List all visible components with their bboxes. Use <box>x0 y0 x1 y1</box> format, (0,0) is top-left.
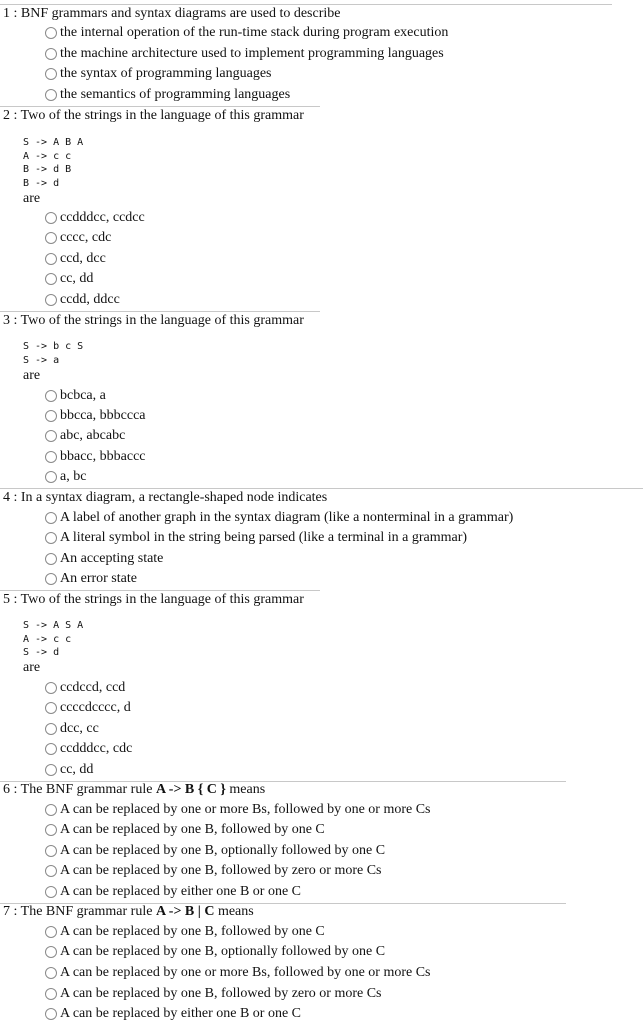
radio-button[interactable] <box>45 702 57 714</box>
question-separator: : <box>10 6 21 21</box>
radio-button[interactable] <box>45 988 57 1000</box>
radio-button[interactable] <box>45 865 57 877</box>
answer-option[interactable] <box>45 45 444 63</box>
answer-option[interactable] <box>45 699 131 717</box>
question-title <box>3 312 304 330</box>
answer-option[interactable] <box>45 570 137 588</box>
answer-option-label: bbcca, bbbccca <box>60 408 146 423</box>
answer-option-label: bbacc, bbbaccc <box>60 449 146 464</box>
answer-option-label: the machine architecture used to implement programming languages <box>60 46 444 61</box>
grammar-rule: S -> a <box>23 354 60 366</box>
answer-option[interactable] <box>45 985 382 1003</box>
grammar-block <box>23 340 83 367</box>
question-rule: A -> B { C } <box>155 782 226 797</box>
answer-option-label: ccd, dcc <box>60 251 106 266</box>
answer-option[interactable] <box>45 468 86 486</box>
answer-option-label: A can be replaced by either one B or one C <box>60 1006 302 1021</box>
answer-option[interactable] <box>45 24 448 42</box>
radio-button[interactable] <box>45 410 57 422</box>
question-prefix: Two of the strings in the language of this grammar <box>20 313 304 328</box>
answer-option[interactable] <box>45 923 325 941</box>
answer-option[interactable] <box>45 943 385 961</box>
question-prefix: Two of the strings in the language of this grammar <box>20 592 304 607</box>
grammar-rule: S -> d <box>23 647 60 658</box>
answer-option[interactable] <box>45 209 145 227</box>
answer-option-label: An accepting state <box>60 551 164 566</box>
question-rule: A -> B | C <box>155 904 215 919</box>
answer-option[interactable] <box>45 509 513 527</box>
radio-button[interactable] <box>45 294 57 306</box>
answer-option[interactable] <box>45 679 125 697</box>
answer-option[interactable] <box>45 1005 301 1023</box>
answer-option-label: A can be replaced by one B, optionally followed by one C <box>60 843 386 858</box>
radio-button[interactable] <box>45 946 57 958</box>
question-number: 2 <box>3 108 10 123</box>
answer-option-label: bcbca, a <box>60 388 106 403</box>
answer-option-label: the semantics of programming languages <box>60 87 291 102</box>
radio-button[interactable] <box>45 532 57 544</box>
grammar-block <box>23 619 83 660</box>
answer-option-label: ccccdcccc, d <box>60 700 131 715</box>
question-title <box>3 5 340 23</box>
radio-button[interactable] <box>45 512 57 524</box>
grammar-rule: S -> b c S <box>23 341 84 352</box>
question-prefix: In a syntax diagram, a rectangle-shaped node indicates <box>20 490 328 505</box>
answer-option[interactable] <box>45 862 382 880</box>
radio-button[interactable] <box>45 390 57 402</box>
answer-option[interactable] <box>45 964 431 982</box>
question-separator: : <box>10 904 21 919</box>
are-label: are <box>23 368 41 383</box>
question-suffix: means <box>214 904 254 919</box>
radio-button[interactable] <box>45 682 57 694</box>
answer-option-label: ccdddcc, cdc <box>60 741 133 756</box>
question-number: 4 <box>3 490 10 505</box>
radio-button[interactable] <box>45 824 57 836</box>
answer-option[interactable] <box>45 720 99 738</box>
question-prefix: The BNF grammar rule <box>20 904 156 919</box>
radio-button[interactable] <box>45 48 57 60</box>
question-number: 1 <box>3 6 10 21</box>
radio-button[interactable] <box>45 804 57 816</box>
radio-button[interactable] <box>45 967 57 979</box>
answer-option[interactable] <box>45 550 163 568</box>
answer-option-label: A label of another graph in the syntax diagram (like a nonterminal in a grammar) <box>60 510 514 525</box>
answer-option[interactable] <box>45 427 125 445</box>
answer-option-label: ccdddcc, ccdcc <box>60 210 145 225</box>
question-title <box>3 489 327 507</box>
radio-button[interactable] <box>45 471 57 483</box>
question-number: 6 <box>3 782 10 797</box>
grammar-rule: B -> d <box>23 177 60 189</box>
question-prefix: BNF grammars and syntax diagrams are used to describe <box>20 6 341 21</box>
answer-option-label: A can be replaced by one B, followed by one C <box>60 924 325 939</box>
answer-option[interactable] <box>45 270 93 288</box>
answer-option-label: A literal symbol in the string being parsed (like a terminal in a grammar) <box>60 530 468 545</box>
question-number: 3 <box>3 313 10 328</box>
answer-option[interactable] <box>45 291 120 309</box>
question-separator: : <box>10 108 21 123</box>
answer-option[interactable] <box>45 842 385 860</box>
radio-button[interactable] <box>45 723 57 735</box>
radio-button[interactable] <box>45 253 57 265</box>
question-title <box>3 903 254 921</box>
radio-button[interactable] <box>45 764 57 776</box>
question-separator: : <box>10 313 21 328</box>
radio-button[interactable] <box>45 430 57 442</box>
grammar-rule: A -> c c <box>23 633 72 645</box>
radio-button[interactable] <box>45 573 57 585</box>
answer-option[interactable] <box>45 250 106 268</box>
are-label: are <box>23 660 41 675</box>
question-prefix: The BNF grammar rule <box>20 782 156 797</box>
grammar-rule: A -> c c <box>23 150 72 162</box>
radio-button[interactable] <box>45 89 57 101</box>
answer-option-label: ccdd, ddcc <box>60 292 120 307</box>
answer-option-label: the syntax of programming languages <box>60 66 272 81</box>
radio-button[interactable] <box>45 553 57 565</box>
answer-option[interactable] <box>45 883 301 901</box>
question-number: 5 <box>3 592 10 607</box>
radio-button[interactable] <box>45 845 57 857</box>
answer-option[interactable] <box>45 448 146 466</box>
answer-option-label: cc, dd <box>60 762 94 777</box>
question-title <box>3 591 304 609</box>
question-title <box>3 107 304 125</box>
are-label: are <box>23 191 41 206</box>
answer-option-label: A can be replaced by one B, followed by one C <box>60 822 325 837</box>
answer-option-label: the internal operation of the run-time stack during program execution <box>60 25 449 40</box>
answer-option[interactable] <box>45 229 111 247</box>
answer-option[interactable] <box>45 86 290 104</box>
answer-option-label: A can be replaced by one B, followed by zero or more Cs <box>60 863 382 878</box>
radio-button[interactable] <box>45 743 57 755</box>
radio-button[interactable] <box>45 451 57 463</box>
question-separator: : <box>10 490 21 505</box>
radio-button[interactable] <box>45 1008 57 1020</box>
answer-option[interactable] <box>45 761 93 779</box>
grammar-rule: B -> d B <box>23 164 72 175</box>
question-number: 7 <box>3 904 10 919</box>
radio-button[interactable] <box>45 232 57 244</box>
answer-option-label: A can be replaced by one or more Bs, followed by one or more Cs <box>60 965 431 980</box>
question-title <box>3 781 265 799</box>
answer-option[interactable] <box>45 821 325 839</box>
answer-option-label: a, bc <box>60 469 87 484</box>
grammar-rule: S -> A B A <box>23 137 84 148</box>
radio-button[interactable] <box>45 886 57 898</box>
radio-button[interactable] <box>45 926 57 938</box>
answer-option[interactable] <box>45 740 132 758</box>
answer-option-label: A can be replaced by one or more Bs, followed by one or more Cs <box>60 802 431 817</box>
answer-option[interactable] <box>45 801 431 819</box>
answer-option-label: A can be replaced by either one B or one C <box>60 884 302 899</box>
answer-option-label: ccdccd, ccd <box>60 680 126 695</box>
question-prefix: Two of the strings in the language of this grammar <box>20 108 304 123</box>
question-suffix: means <box>225 782 266 797</box>
answer-option[interactable] <box>45 407 146 425</box>
answer-option[interactable] <box>45 529 467 547</box>
answer-option-label: cccc, cdc <box>60 230 112 245</box>
radio-button[interactable] <box>45 68 57 80</box>
answer-option[interactable] <box>45 387 106 405</box>
radio-button[interactable] <box>45 27 57 39</box>
grammar-block <box>23 136 83 190</box>
radio-button[interactable] <box>45 212 57 224</box>
answer-option-label: A can be replaced by one B, followed by zero or more Cs <box>60 986 382 1001</box>
answer-option-label: cc, dd <box>60 271 94 286</box>
answer-option-label: dcc, cc <box>60 721 99 736</box>
radio-button[interactable] <box>45 273 57 285</box>
answer-option[interactable] <box>45 65 272 83</box>
question-separator: : <box>10 592 21 607</box>
answer-option-label: A can be replaced by one B, optionally followed by one C <box>60 944 386 959</box>
question-separator: : <box>10 782 21 797</box>
answer-option-label: An error state <box>60 571 137 586</box>
grammar-rule: S -> A S A <box>23 620 84 631</box>
answer-option-label: abc, abcabc <box>60 428 126 443</box>
